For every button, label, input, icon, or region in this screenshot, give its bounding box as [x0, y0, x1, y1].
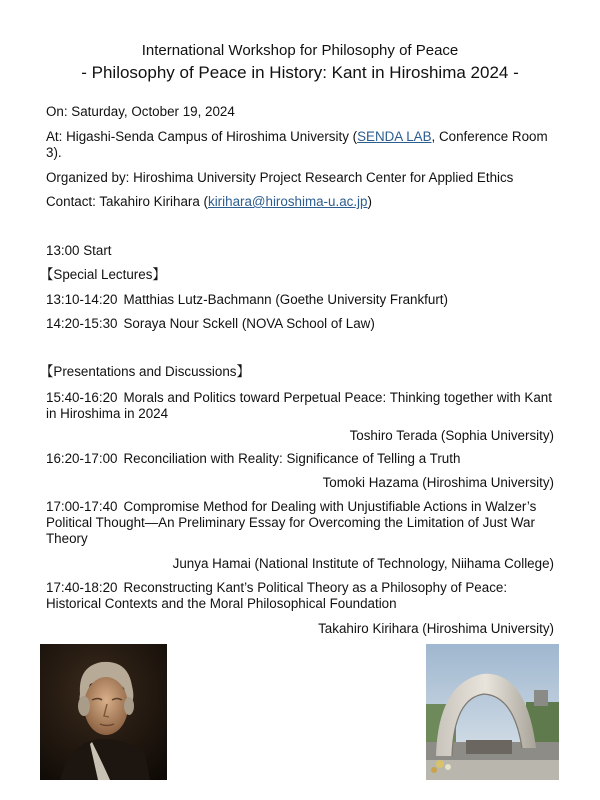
- presentation-title: [46, 451, 561, 467]
- presentation-time: 15:40-16:20: [46, 390, 118, 405]
- presentation-title-text: Reconciliation with Reality: Significance of Telling a Truth: [123, 451, 461, 466]
- kant-portrait-image: [40, 644, 167, 780]
- presentation-time: 16:20-17:00: [46, 451, 118, 466]
- lecture-time: 13:10-14:20: [46, 292, 118, 307]
- event-contact: [46, 194, 372, 210]
- lecture-item: [46, 292, 448, 308]
- contact-suffix: ): [367, 194, 372, 209]
- presentation-speaker: Junya Hamai (National Institute of Technology, Niihama College): [172, 556, 554, 571]
- lecture-item: [46, 316, 375, 332]
- presentation-speaker: Tomoki Hazama (Hiroshima University): [322, 475, 554, 490]
- event-date: On: Saturday, October 19, 2024: [46, 104, 235, 119]
- presentation-speaker: Toshiro Terada (Sophia University): [349, 428, 554, 443]
- presentation-title: [46, 580, 561, 612]
- venue-prefix: At: Higashi-Senda Campus of Hiroshima University (: [46, 129, 358, 144]
- lecture-speaker: Matthias Lutz-Bachmann (Goethe University Frankfurt): [123, 292, 448, 307]
- workshop-title: International Workshop for Philosophy of Peace: [141, 42, 459, 59]
- presentation-title: [46, 499, 561, 547]
- lecture-time: 14:20-15:30: [46, 316, 118, 331]
- presentation-time: 17:40-18:20: [46, 580, 118, 595]
- cenotaph-image: [426, 644, 559, 780]
- presentation-speaker: Takahiro Kirihara (Hiroshima University): [318, 621, 554, 636]
- presentations-heading: 【Presentations and Discussions】: [40, 364, 250, 379]
- venue-suffix: , Conference Room 3).: [46, 129, 548, 160]
- lectures-heading: 【Special Lectures】: [40, 267, 166, 282]
- kant-portrait: [40, 644, 167, 780]
- program-start: 13:00 Start: [46, 243, 112, 258]
- presentation-title-text: Morals and Politics toward Perpetual Peace: Thinking together with Kant in Hiroshima in 2024: [46, 390, 552, 421]
- presentation-title: [46, 390, 561, 422]
- senda-lab-link[interactable]: SENDA LAB: [357, 129, 432, 144]
- contact-email-link[interactable]: kirihara@hiroshima-u.ac.jp: [208, 194, 368, 209]
- lecture-speaker: Soraya Nour Sckell (NOVA School of Law): [123, 316, 375, 331]
- presentation-title-text: Compromise Method for Dealing with Unjustifiable Actions in Walzer’s Political Thought—An Preliminary Essay for Overcoming the Limitation of Just War Theory: [46, 499, 537, 546]
- contact-prefix: Contact: Takahiro Kirihara (: [46, 194, 209, 209]
- hiroshima-cenotaph-photo: [426, 644, 559, 780]
- presentation-title-text: Reconstructing Kant’s Political Theory as a Philosophy of Peace: Historical Contexts and the Moral Philosophical Foundation: [46, 580, 508, 611]
- event-organizer: Organized by: Hiroshima University Project Research Center for Applied Ethics: [46, 170, 514, 185]
- workshop-subtitle: - Philosophy of Peace in History: Kant in Hiroshima 2024 -: [81, 63, 519, 82]
- event-venue: [46, 129, 561, 161]
- presentation-time: 17:00-17:40: [46, 499, 118, 514]
